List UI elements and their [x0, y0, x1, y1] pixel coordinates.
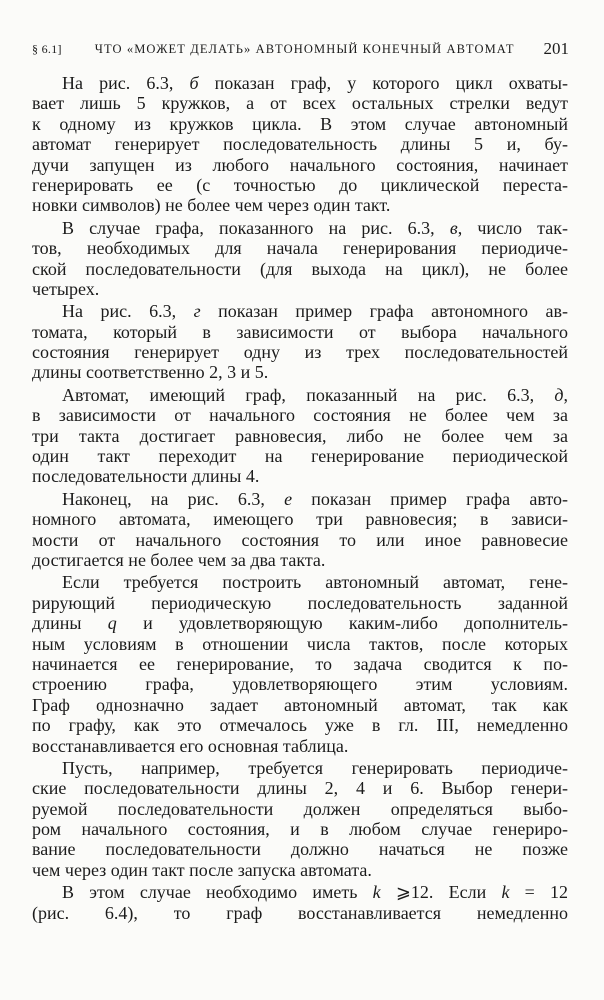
text-segment: автомат генерирует последовательность длины 5 и, бу- — [32, 134, 568, 155]
text-line — [32, 715, 568, 735]
paragraph — [32, 73, 568, 216]
text-segment: В случае графа, показанного на рис. 6.3, — [62, 217, 450, 238]
text-segment: длины соответственно 2, 3 и 5. — [32, 362, 269, 383]
text-segment: показан пример графа автономного ав- — [200, 301, 568, 322]
text-line — [32, 634, 568, 654]
italic-symbol: q — [107, 613, 117, 634]
text-segment: начинается ее генерирование, то задача сводится к по- — [32, 653, 568, 674]
text-segment: ⩾12. Если — [380, 882, 502, 903]
text-line — [32, 758, 568, 778]
text-line — [32, 839, 568, 859]
text-line — [32, 385, 568, 405]
italic-symbol: б — [189, 73, 199, 93]
text-line — [32, 530, 568, 550]
text-line — [32, 593, 568, 613]
text-line — [32, 799, 568, 819]
paragraph — [32, 385, 568, 487]
text-segment: томата, который в зависимости от выбора начального — [32, 321, 568, 342]
text-segment: тов, необходимых для начала генерирования периодиче- — [32, 238, 568, 259]
paragraph — [32, 758, 568, 880]
page-body — [32, 73, 568, 923]
text-segment: В этом случае необходимо иметь — [62, 882, 373, 903]
text-line — [32, 238, 568, 258]
text-segment: достигается не более чем за два такта. — [32, 549, 326, 570]
text-segment: Пусть, например, требуется генерировать периодиче- — [62, 757, 568, 778]
text-line — [32, 342, 568, 362]
text-line — [32, 654, 568, 674]
text-line — [32, 572, 568, 592]
text-segment: дучи запущен из любого начального состояния, начинает — [32, 154, 568, 175]
paragraph — [32, 218, 568, 300]
text-segment: руемой последовательности должен определяться выбо- — [32, 798, 568, 819]
text-line — [32, 860, 568, 880]
text-line — [32, 446, 568, 466]
text-line — [32, 114, 568, 134]
text-segment: На рис. 6.3, — [62, 73, 190, 93]
paragraph — [32, 882, 568, 923]
italic-symbol: д — [554, 384, 564, 405]
text-segment: генерировать ее (с точностью до циклической переста- — [32, 174, 568, 195]
text-segment: три такта достигает равновесия, либо не более чем за — [32, 425, 568, 446]
text-segment: четырех. — [32, 278, 100, 299]
page-number: 201 — [543, 39, 569, 58]
text-segment: номного автомата, имеющего три равновесия; в зависи- — [32, 509, 568, 530]
text-line — [32, 175, 568, 195]
italic-symbol: в — [449, 217, 458, 238]
text-segment: последовательности длины 4. — [32, 466, 260, 487]
text-segment: восстанавливается его основная таблица. — [32, 735, 349, 756]
text-segment: рирующий периодическую последовательность заданной — [32, 592, 568, 613]
text-line — [32, 674, 568, 694]
text-line — [32, 695, 568, 715]
text-line — [32, 903, 568, 923]
text-segment: строению графа, удовлетворяющего этим условиям. — [32, 674, 568, 695]
text-segment: к одному из кружков цикла. В этом случае автономный — [32, 113, 568, 134]
text-line — [32, 362, 568, 382]
text-line — [32, 134, 568, 154]
text-segment: длины — [32, 613, 108, 634]
text-line — [32, 466, 568, 486]
text-segment: показан граф, у которого цикл охваты- — [198, 73, 568, 93]
text-segment: На рис. 6.3, — [62, 301, 194, 322]
text-segment: Автомат, имеющий граф, показанный на рис. 6.3, — [62, 384, 555, 405]
text-line — [32, 93, 568, 113]
text-line — [32, 218, 568, 238]
text-line — [32, 736, 568, 756]
text-line — [32, 550, 568, 570]
italic-symbol: k — [372, 882, 381, 903]
text-segment: состояния генерирует одну из трех последовательностей — [32, 342, 568, 363]
text-line — [32, 426, 568, 446]
text-line — [32, 301, 568, 321]
text-segment: Граф однозначно задает автономный автомат, так как — [32, 694, 568, 715]
text-line — [32, 489, 568, 509]
text-segment: ром начального состояния, и в любом случае генериро- — [32, 819, 568, 840]
text-segment: (рис. 6.4), то граф восстанавливается немедленно — [32, 902, 568, 923]
text-segment: по графу, как это отмечалось уже в гл. III, немедленно — [32, 715, 568, 736]
text-line — [32, 259, 568, 279]
text-segment: мости от начального состояния то или иное равновесие — [32, 529, 568, 550]
text-line — [32, 405, 568, 425]
text-segment: = 12 — [509, 882, 569, 903]
section-number: § 6.1] — [32, 41, 62, 56]
paragraph — [32, 301, 568, 383]
italic-symbol: k — [501, 882, 510, 903]
text-segment: Если требуется построить автономный автомат, гене- — [62, 572, 568, 593]
italic-symbol: е — [284, 488, 293, 509]
chapter-title: ЧТО «МОЖЕТ ДЕЛАТЬ» АВТОНОМНЫЙ КОНЕЧНЫЙ АВТОМАТ — [94, 41, 515, 56]
text-line — [32, 322, 568, 342]
text-segment: , — [563, 384, 568, 405]
text-line — [32, 73, 568, 93]
text-segment: ские последовательности длины 2, 4 и 6. Выбор генери- — [32, 778, 568, 799]
text-segment: показан пример графа авто- — [292, 488, 568, 509]
text-segment: вает лишь 5 кружков, а от всех остальных стрелки ведут — [32, 93, 568, 114]
text-segment: ской последовательности (для выхода на цикл), не более — [32, 258, 568, 279]
text-line — [32, 195, 568, 215]
text-line — [32, 778, 568, 798]
text-segment: ным условиям в отношении числа тактов, после которых — [32, 633, 568, 654]
text-segment: вание последовательности должно начаться не позже — [32, 839, 568, 860]
text-segment: и удовлетворяющую каким-либо дополнитель- — [116, 613, 568, 634]
text-segment: Наконец, на рис. 6.3, — [62, 488, 285, 509]
text-segment: один такт переходит на генерирование периодической — [32, 446, 568, 467]
text-line — [32, 882, 568, 902]
text-line — [32, 279, 568, 299]
text-segment: новки символов) не более чем через один такт. — [32, 195, 391, 216]
text-segment: , число так- — [457, 217, 568, 238]
paragraph — [32, 489, 568, 571]
paragraph — [32, 572, 568, 756]
text-segment: чем через один такт после запуска автомата. — [32, 859, 372, 880]
text-line — [32, 613, 568, 633]
running-head — [32, 38, 569, 60]
text-line — [32, 819, 568, 839]
text-line — [32, 155, 568, 175]
text-line — [32, 509, 568, 529]
italic-symbol: г — [193, 301, 201, 322]
text-segment: в зависимости от начального состояния не более чем за — [32, 405, 568, 426]
